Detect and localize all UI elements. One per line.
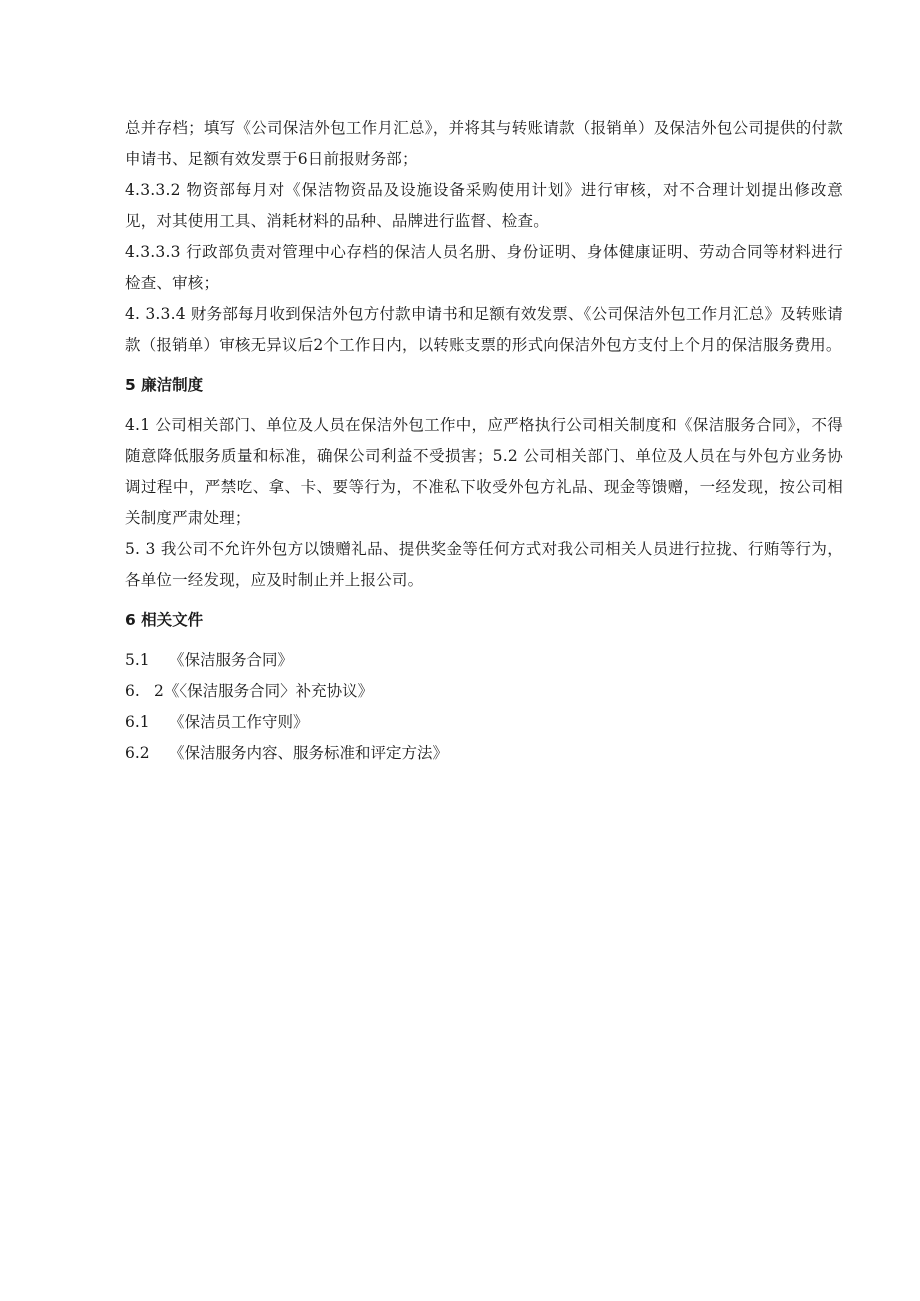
list-item-number: 6. — [125, 682, 140, 700]
list-item-number: 6.1 — [125, 713, 150, 731]
paragraph-archive-summary: 总并存档；填写《公司保洁外包工作月汇总》，并将其与转账请款（报销单）及保洁外包公司提供的付款申请书、足额有效发票于6日前报财务部； — [125, 119, 843, 168]
list-item-text: 《保洁员工作守则》 — [169, 713, 309, 731]
list-item-text: 《保洁服务内容、服务标准和评定方法》 — [169, 744, 449, 762]
paragraph-4-1: 4.1 公司相关部门、单位及人员在保洁外包工作中，应严格执行公司相关制度和《保洁服务合同》，不得随意降低服务质量和标准，确保公司利益不受损害；5.2 公司相关部门、单位及人员在与外包方业务协调过程中，严禁吃、拿、卡、要等行为，不准私下收受外包方礼品、现金等馈赠，一经发现，按公司相关制度严肃处理； — [125, 416, 843, 527]
list-item-number: 6.2 — [125, 744, 150, 762]
list-item — [125, 645, 843, 676]
list-item — [125, 676, 843, 707]
list-item — [125, 738, 843, 769]
document-page — [125, 113, 843, 769]
list-item-text: 《保洁服务合同》 — [169, 651, 294, 669]
list-item — [125, 707, 843, 738]
paragraph-4-3-3-2: 4.3.3.2 物资部每月对《保洁物资品及设施设备采购使用计划》进行审核，对不合理计划提出修改意见，对其使用工具、消耗材料的品种、品牌进行监督、检查。 — [125, 181, 843, 230]
paragraph-5-3: 5. 3 我公司不允许外包方以馈赠礼品、提供奖金等任何方式对我公司相关人员进行拉拢、行贿等行为，各单位一经发现，应及时制止并上报公司。 — [125, 540, 843, 589]
list-item-text: 2《〈保洁服务合同〉补充协议》 — [154, 682, 374, 700]
paragraph-4-3-3-4: 4. 3.3.4 财务部每月收到保洁外包方付款申请书和足额有效发票、《公司保洁外包工作月汇总》及转账请款（报销单）审核无异议后2个工作日内，以转账支票的形式向保洁外包方支付上个月的保洁服务费用。 — [125, 305, 843, 354]
paragraph-4-3-3-3: 4.3.3.3 行政部负责对管理中心存档的保洁人员名册、身份证明、身体健康证明、劳动合同等材料进行检查、审核； — [125, 243, 843, 292]
list-item-number: 5.1 — [125, 651, 150, 669]
section-heading-integrity: 5 廉洁制度 — [125, 376, 204, 394]
section-heading-related-documents: 6 相关文件 — [125, 611, 204, 629]
